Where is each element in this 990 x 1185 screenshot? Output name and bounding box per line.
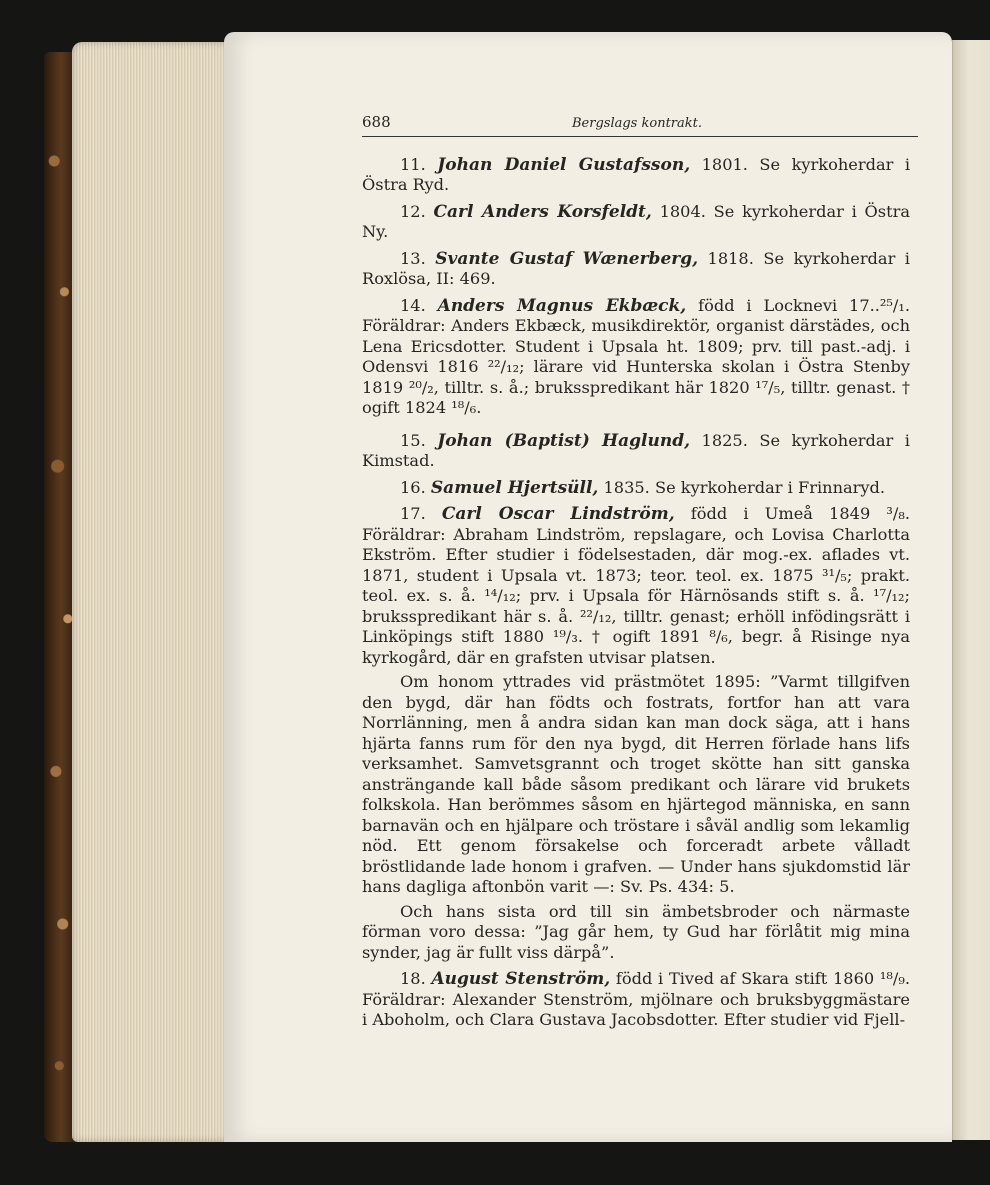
running-header: [362, 112, 918, 137]
entry-11: 11. Johan Daniel Gustafsson, 1801. Se kyrkoherdar i Östra Ryd.: [362, 154, 910, 194]
entry-name: Samuel Hjertsüll,: [430, 477, 599, 498]
paragraph-obituary: Om honom yttrades vid prästmötet 1895: ”Varmt tillgifven den bygd, där han födts och fostrats, fortfor han att vara Norrlänning, men å andra sidan kan man dock säga, att i hans hjärta fanns rum för den nya bygd, dit Herren förlade hans lifs verksamhet. Samvetsgrannt och troget skötte han sitt ganska ansträngande kall både såsom predikant och lärare vid brukets folkskola. Han berömmes såsom en hjärtegod människa, en sann barnavän och en hjälpare och tröstare i såväl andlig som lekamlig nöd. Ett genom försakelse och forceradt arbete vålladt bröstlidande lade honom i grafven. — Under hans sjukdomstid lär hans dagliga aftonbön varit —: Sv. Ps. 434: 5.: [362, 672, 910, 896]
page-stack: [72, 42, 232, 1142]
entry-name: Carl Anders Korsfeldt,: [433, 201, 652, 222]
entry-15: 15. Johan (Baptist) Haglund, 1825. Se kyrkoherdar i Kimstad.: [362, 430, 910, 470]
facing-page-edge: [952, 40, 990, 1140]
entry-16: 16. Samuel Hjertsüll, 1835. Se kyrkoherdar i Frinnaryd.: [400, 477, 886, 498]
entry-14: 14. Anders Magnus Ekbæck, född i Locknevi 17..²⁵/₁. Föräldrar: Anders Ekbæck, musikdirektör, organist därstädes, och Lena Ericsdotter. Student i Upsala ht. 1809; prv. till past.-adj. i Odensvi 1816 ²²/₁₂; lärare vid Hunterska skolan i Östra Stenby 1819 ²⁰/₂, tilltr. s. å.; bruksspredikant här 1820 ¹⁷/₅, tilltr. genast. † ogift 1824 ¹⁸/₆.: [362, 295, 910, 417]
entry-18: 18. August Stenström, född i Tived af Skara stift 1860 ¹⁸/₉. Föräldrar: Alexander Stenström, mjölnare och bruksbyggmästare i Aboholm, och Clara Gustava Jacobsdotter. Efter studier vid Fjell-: [362, 969, 910, 1029]
entry-name: Carl Oscar Lindström,: [441, 504, 675, 524]
entry-name: Johan Daniel Gustafsson,: [437, 154, 691, 175]
page-number: 688: [362, 113, 391, 131]
entry-17: 17. Carl Oscar Lindström, född i Umeå 1849 ³/₈. Föräldrar: Abraham Lindström, repslagare, och Lovisa Charlotta Ekström. Efter studier i födelsestaden, där mog.-ex. aflades vt. 1871, student i Upsala vt. 1873; teor. teol. ex. 1875 ³¹/₅; prakt. teol. ex. s. å. ¹⁴/₁₂; prv. i Upsala för Härnösands stift s. å. ¹⁷/₁₂; bruksspredikant här s. å. ²²/₁₂, tilltr. genast; erhöll infödingsrätt i Linköpings stift 1880 ¹⁹/₃. † ogift 1891 ⁸/₆, begr. å Risinge nya kyrkogård, där en grafsten utvisar platsen.: [362, 504, 910, 667]
entry-name: August Stenström,: [431, 969, 611, 989]
entry-name: Svante Gustaf Wænerberg,: [435, 248, 699, 269]
paragraph-last-words: Och hans sista ord till sin ämbetsbroder och närmaste förman voro dessa: ”Jag går hem, ty Gud har förlåtit mig mina synder, jag är fullt viss därpå”.: [362, 901, 910, 962]
entry-12: 12. Carl Anders Korsfeldt, 1804. Se kyrkoherdar i Östra Ny.: [362, 201, 910, 241]
running-title: Bergslags kontrakt.: [572, 116, 702, 131]
entry-name: Johan (Baptist) Haglund,: [437, 430, 690, 451]
entry-13: 13. Svante Gustaf Wænerberg, 1818. Se kyrkoherdar i Roxlösa, II: 469.: [362, 248, 910, 288]
entry-name: Anders Magnus Ekbæck,: [437, 295, 687, 316]
page-text: [362, 112, 910, 1035]
